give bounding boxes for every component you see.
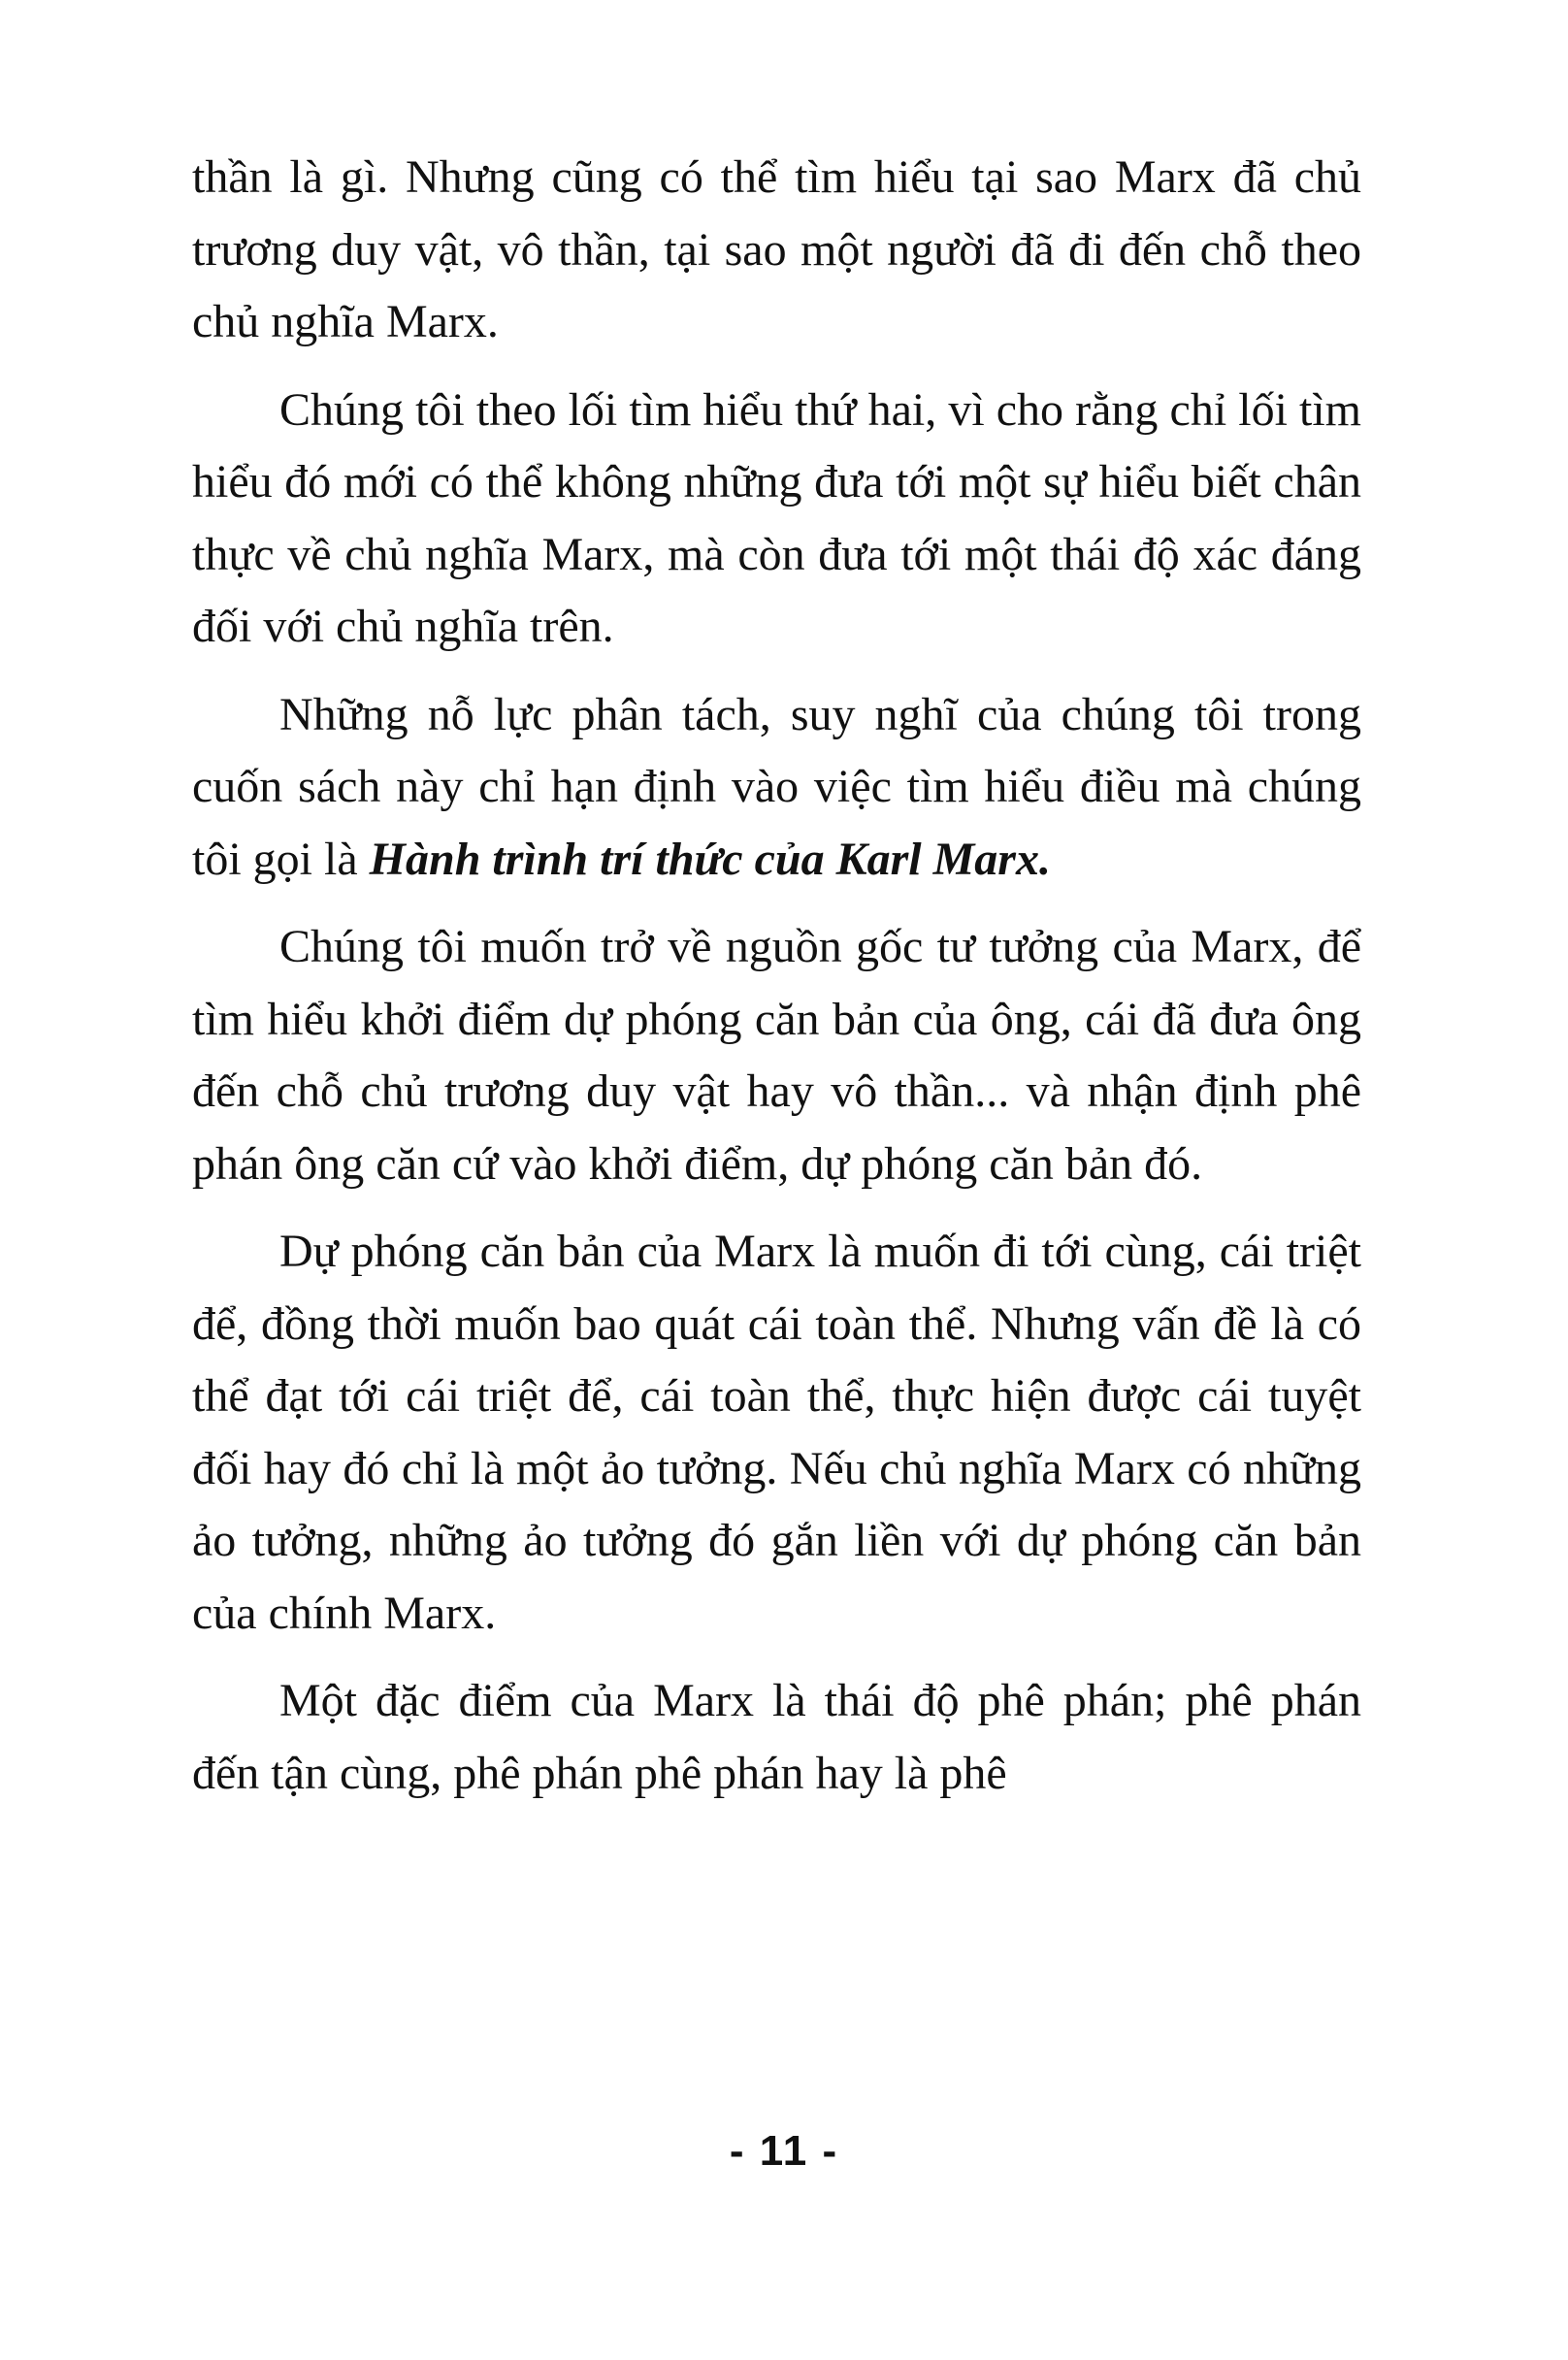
book-title-emphasis: Hành trình trí thức của Karl Marx. [369, 833, 1051, 885]
paragraph-continued: thần là gì. Nhưng cũng có thể tìm hiểu tại sao Marx đã chủ trương duy vật, vô thần, tại sao một người đã đi đến chỗ theo chủ nghĩa Marx. [192, 151, 1361, 347]
paragraph-continues: Một đặc điểm của Marx là thái độ phê phán; phê phán đến tận cùng, phê phán phê phán hay là phê [192, 1675, 1361, 1799]
body-text [192, 142, 1361, 1810]
paragraph-with-title [192, 679, 1361, 897]
paragraph: Chúng tôi muốn trở về nguồn gốc tư tưởng của Marx, để tìm hiểu khởi điểm dự phóng căn bản của ông, cái đã đưa ông đến chỗ chủ trương duy vật hay vô thần... và nhận định phê phán ông căn cứ vào khởi điểm, dự phóng căn bản đó. [192, 921, 1361, 1190]
page-number: - 11 - [729, 2127, 839, 2175]
paragraph: Chúng tôi theo lối tìm hiểu thứ hai, vì cho rằng chỉ lối tìm hiểu đó mới có thể không những đưa tới một sự hiểu biết chân thực về chủ nghĩa Marx, mà còn đưa tới một thái độ xác đáng đối với chủ nghĩa trên. [192, 383, 1361, 652]
paragraph: Dự phóng căn bản của Marx là muốn đi tới cùng, cái triệt để, đồng thời muốn bao quát cái toàn thể. Nhưng vấn đề là có thể đạt tới cái triệt để, cái toàn thể, thực hiện được cái tuyệt đối hay đó chỉ là một ảo tưởng. Nếu chủ nghĩa Marx có những ảo tưởng, những ảo tưởng đó gắn liền với dự phóng căn bản của chính Marx. [192, 1226, 1361, 1639]
paragraph-text: Những nỗ lực phân tách, suy nghĩ của chúng tôi trong cuốn sách này chỉ hạn định vào việc tìm hiểu điều mà chúng tôi gọi là [192, 688, 1361, 885]
